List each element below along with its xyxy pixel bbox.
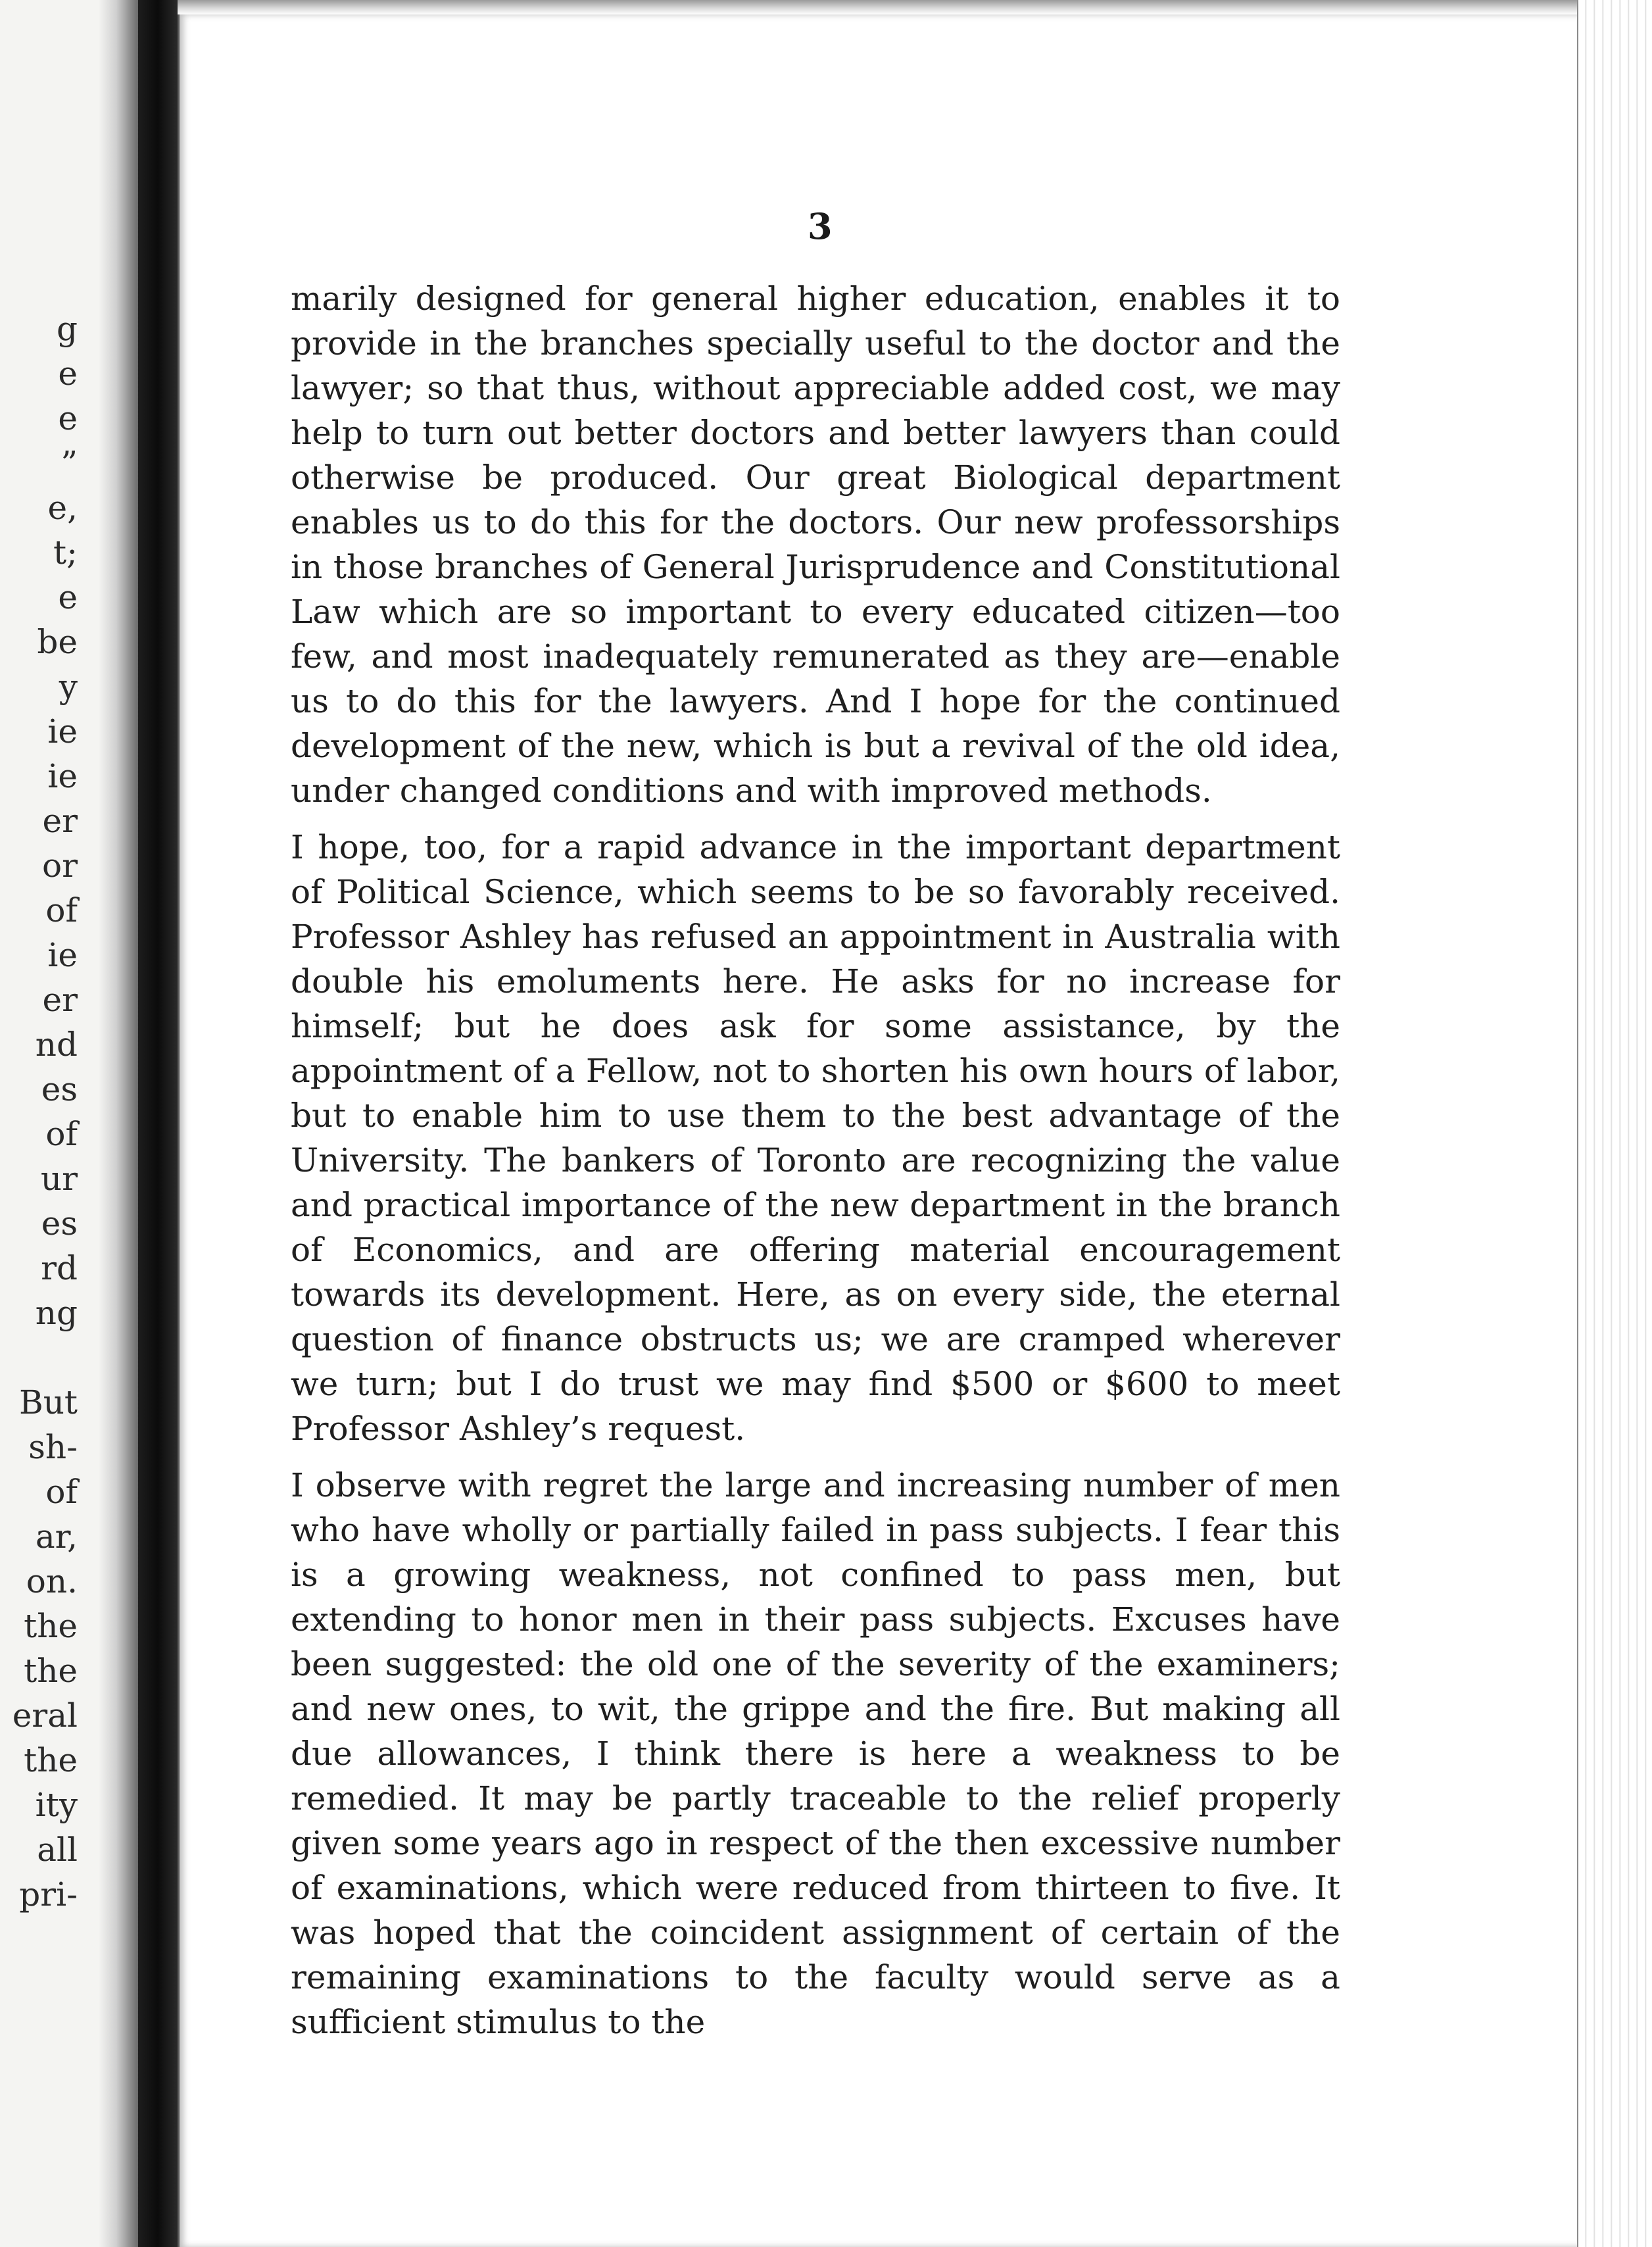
left-fragment-line: the [24, 1652, 78, 1690]
left-fragment-line: es [41, 1070, 78, 1108]
left-fragment-line: nd [35, 1025, 78, 1064]
left-fragment-line: the [24, 1607, 78, 1645]
left-fragment-line: ” [61, 444, 78, 482]
left-fragment-line: ie [47, 936, 78, 974]
left-fragment-line: all [37, 1831, 78, 1869]
paragraph-2: I hope, too, for a rapid advance in the important department of Political Science, which seems to be so favorably received. Professor Ashley has refused an appointment in Australia with double his emoluments here. He asks for no increase for himself; but he does ask for some assistance, by the appointment of a Fellow, not to shorten his own hours of labor, but to enable him to use them to the best advantage of the University. The bankers of Toronto are recognizing the value and practical importance of the new department in the branch of Economics, and are offering material encouragement towards its development. Here, as on every side, the eternal question of finance obstructs us; we are cramped wherever we turn; but I do trust we may find $500 or $600 to meet Professor Ashley’s request. [291, 828, 1340, 1448]
page-number: 3 [808, 205, 833, 247]
left-fragment-line: e [58, 399, 78, 437]
left-fragment-line: ur [40, 1160, 78, 1198]
left-fragment-line: y [59, 668, 78, 706]
left-fragment-line: pri- [19, 1875, 78, 1914]
paragraph-1: marily designed for general higher education, enables it to provide in the branches specially useful to the doctor and the lawyer; so that thus, without appreciable added cost, we may help to turn out better doctors and better lawyers than could otherwise be produced. Our great Biological department enables us to do this for the doctors. Our new professorships in those branches of General Jurisprudence and Constitutional Law which are so important to every educated citizen—too few, and most inadequately remunerated as they are—enable us to do this for the lawyers. And I hope for the continued development of the new, which is but a revival of the old idea, under changed conditions and with improved methods. [291, 280, 1340, 810]
left-fragment-line: ity [35, 1786, 78, 1824]
top-page-edge [178, 0, 1578, 14]
left-fragment-line: the [24, 1741, 78, 1779]
right-page-edges [1578, 0, 1652, 2247]
left-fragment-line: ie [47, 757, 78, 795]
left-fragment-line: of [45, 1115, 78, 1153]
left-page-fragments [0, 307, 78, 1917]
left-fragment-line [0, 1335, 78, 1380]
left-fragment-line: g [56, 310, 78, 348]
left-fragment-line: t; [53, 533, 78, 572]
body-text [291, 276, 1340, 2056]
left-fragment-line: e [58, 355, 78, 393]
left-fragment-line: on. [26, 1562, 78, 1600]
book-gutter [138, 0, 178, 2247]
left-fragment-line: of [45, 1473, 78, 1511]
left-fragment-line: ar, [35, 1518, 78, 1556]
left-fragment-line: eral [12, 1696, 78, 1735]
left-fragment-line: er [42, 802, 78, 840]
left-fragment-line: sh- [28, 1428, 78, 1466]
left-page-shadow [99, 0, 138, 2247]
left-fragment-line: be [37, 623, 78, 661]
left-fragment-line: of [45, 891, 78, 929]
left-fragment-line: But [18, 1383, 78, 1421]
paragraph-3: I observe with regret the large and increasing number of men who have wholly or partially failed in pass subjects. I fear this is a growing weakness, not confined to pass men, but extending to honor men in their pass subjects. Excuses have been suggested: the old one of the severity of the examiners; and new ones, to wit, the grippe and the fire. But making all due allowances, I think there is here a weakness to be remedied. It may be partly traceable to the relief properly given some years ago in respect of the then excessive number of examinations, which were reduced from thirteen to five. It was hoped that the coincident assignment of certain of the remaining examinations to the faculty would serve as a sufficient stimulus to the [291, 1466, 1340, 2041]
left-fragment-line: or [41, 847, 78, 885]
left-fragment-line: e [58, 578, 78, 616]
left-fragment-line: ie [47, 712, 78, 751]
left-fragment-line: es [41, 1204, 78, 1243]
left-fragment-line: rd [41, 1249, 78, 1287]
left-fragment-line: er [42, 981, 78, 1019]
left-fragment-line: ng [35, 1294, 78, 1332]
left-fragment-line: e, [47, 489, 78, 527]
